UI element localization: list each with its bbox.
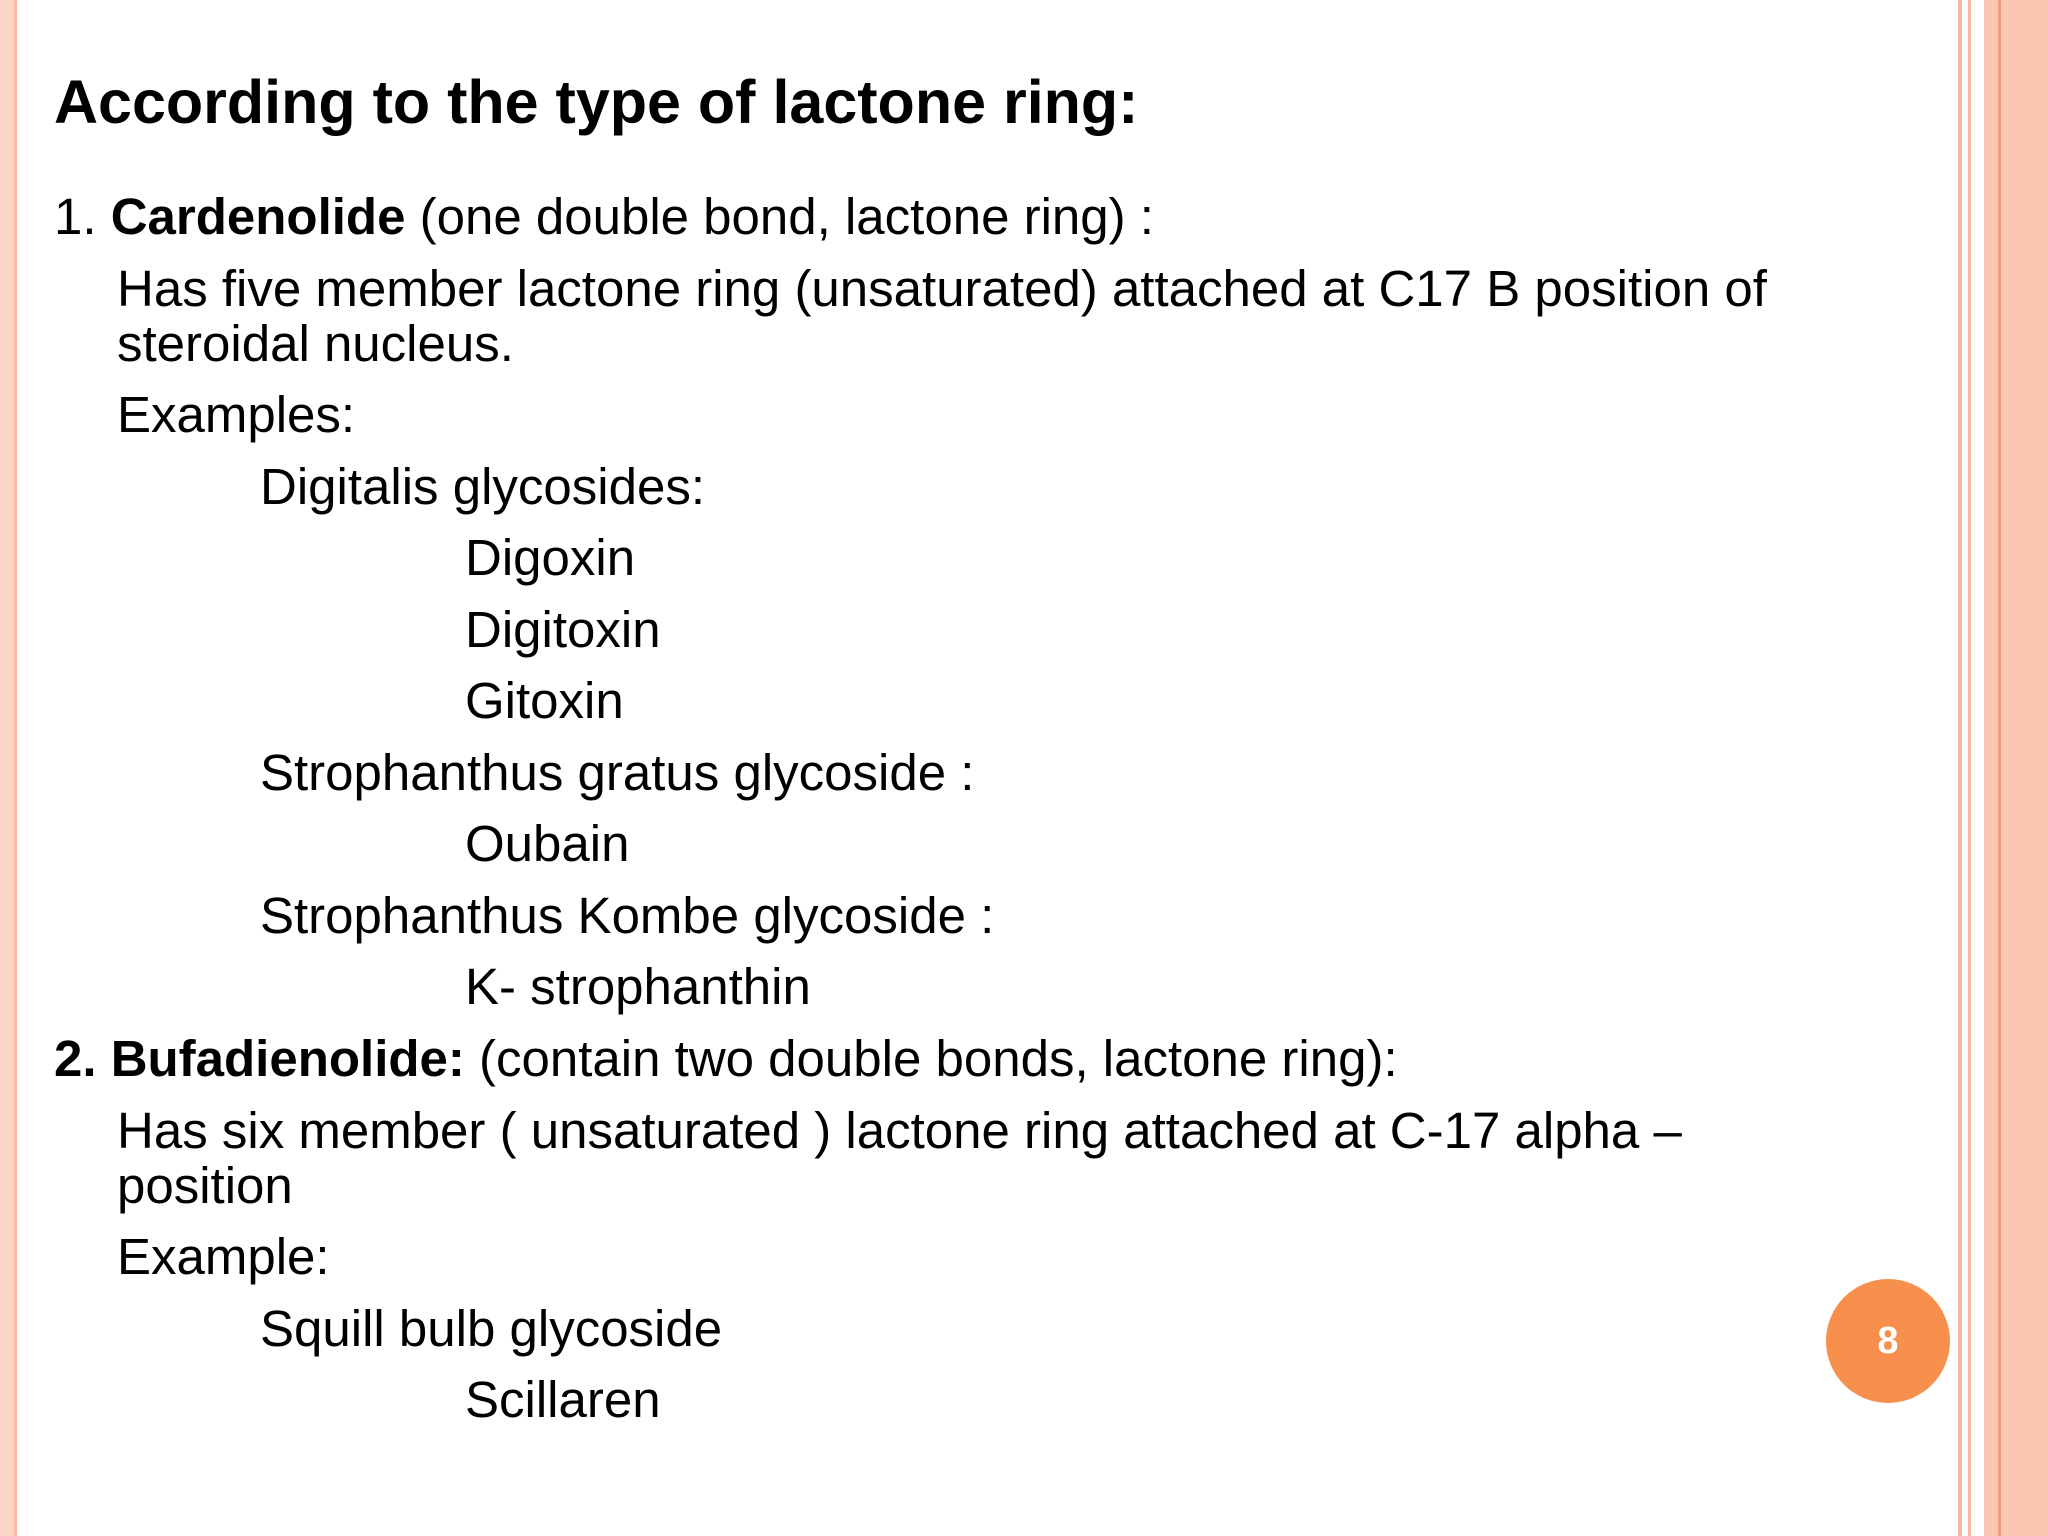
example-item: Scillaren [465,1371,661,1428]
section-1-heading [54,188,1154,245]
example-group-name: Strophanthus Kombe glycoside : [260,887,995,944]
section-1-description-line2: steroidal nucleus. [117,315,514,372]
section-2-description-line2: position [117,1157,293,1214]
section-2-description-line1: Has six member ( unsaturated ) lactone ring attached at C-17 alpha – [117,1102,1682,1159]
right-border-band [1984,0,2048,1536]
section-2-title: 2. Bufadienolide: [54,1030,465,1087]
example-item: Oubain [465,815,630,872]
page-number-badge: 8 [1826,1279,1950,1403]
section-1-examples-label: Examples: [117,386,356,443]
example-group-name: Digitalis glycosides: [260,458,706,515]
example-item: Digitoxin [465,601,661,658]
section-1-note: (one double bond, lactone ring) : [405,188,1154,245]
left-border-decoration [0,0,17,1536]
section-1-title: Cardenolide [110,188,406,245]
example-item: Gitoxin [465,672,624,729]
example-item: Digoxin [465,529,636,586]
example-group-name: Strophanthus gratus glycoside : [260,744,975,801]
example-item: K- strophanthin [465,958,811,1015]
section-2-note: (contain two double bonds, lactone ring): [464,1030,1398,1087]
slide-title: According to the type of lactone ring: [54,68,1139,136]
right-border-band-line [1998,0,2001,1536]
section-2-example-label: Example: [117,1228,330,1285]
right-border-line [1968,0,1971,1536]
section-2-heading [54,1030,1398,1087]
section-1-description-line1: Has five member lactone ring (unsaturated) attached at C17 B position of [117,260,1767,317]
example-group-name: Squill bulb glycoside [260,1300,723,1357]
section-1-number: 1. [54,188,97,245]
right-border-line [1958,0,1962,1536]
